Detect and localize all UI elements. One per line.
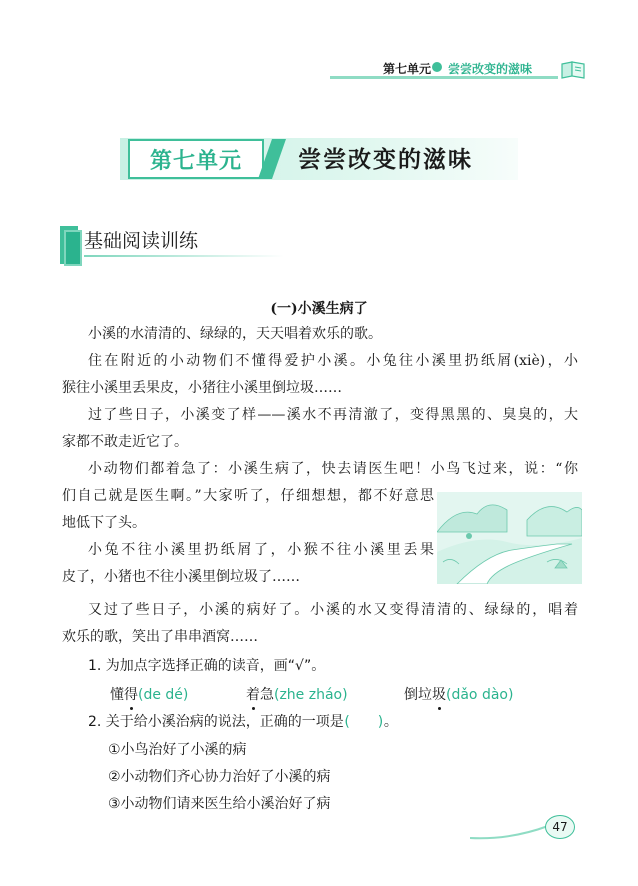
question-2 [88,712,398,732]
header-bullet-icon [432,62,442,72]
paragraph-line: 地低下了头。 [62,515,146,531]
q1-pinyin-choices[interactable]: (dǎo dào) [446,687,514,703]
paragraph-line: 小兔不往小溪里扔纸屑了，小猴不往小溪里丢果 [88,542,434,558]
story-title: (一)小溪生病了 [270,301,368,317]
question-1: 1. 为加点字选择正确的读音，画“√”。 [88,658,326,674]
paragraph-line: 们自己就是医生啊。”大家听了，仔细想想，都不好意思 [62,488,434,504]
header-divider [330,76,558,79]
q1-pinyin-choices[interactable]: (zhe zháo) [274,687,348,703]
q2-option-2[interactable]: ②小动物们齐心协力治好了小溪的病 [108,769,331,785]
q1-dotted-char: 得 [124,687,138,703]
q2-option-3[interactable]: ③小动物们请来医生给小溪治好了病 [108,796,331,812]
q1-dotted-char: 着 [246,687,260,703]
question-2-text: 2. 关于给小溪治病的说法，正确的一项是 [88,714,344,730]
paragraph-line: 猴往小溪里丢果皮，小猪往小溪里倒垃圾…… [62,380,342,396]
banner-slash-icon [258,139,286,179]
q1-word: 急 [260,687,274,703]
question-2-end: 。 [383,714,398,730]
banner-title: 尝尝改变的滋味 [298,146,473,173]
paragraph-line: 小溪的水清清的、绿绿的，天天唱着欢乐的歌。 [88,326,382,342]
q1-item-2 [246,685,348,705]
paragraph-line: 皮了，小猪也不往小溪里倒垃圾了…… [62,569,300,585]
paragraph-line: 欢乐的歌，笑出了串串酒窝…… [62,629,258,645]
banner-unit-label: 第七单元 [128,139,264,179]
q1-item-3 [404,685,513,705]
q2-option-1[interactable]: ①小鸟治好了小溪的病 [108,742,247,758]
book-icon [560,60,586,80]
section-underline [84,255,284,257]
header-unit-title: 尝尝改变的滋味 [448,62,533,76]
q1-word: 倒垃 [404,687,432,703]
q1-dotted-char: 圾 [432,687,446,703]
stream-illustration [437,492,582,584]
q1-item-1 [110,685,188,705]
header-unit-label: 第七单元 [383,62,432,76]
q1-pinyin-choices[interactable]: (de dé) [138,687,189,703]
paragraph-line: 住在附近的小动物们不懂得爱护小溪。小兔往小溪里扔纸屑(xiè)，小 [88,353,578,369]
section-title: 基础阅读训练 [84,230,199,252]
paragraph-line: 小动物们都着急了：小溪生病了，快去请医生吧！小鸟飞过来，说：“你 [88,461,578,477]
paragraph-line: 又过了些日子，小溪的病好了。小溪的水又变得清清的、绿绿的，唱着 [88,602,578,618]
page-number: 47 [545,815,575,839]
section-book-icon [58,224,84,268]
paragraph-line: 家都不敢走近它了。 [62,434,188,450]
answer-blank[interactable]: ( ) [344,714,384,730]
paragraph-line: 过了些日子，小溪变了样——溪水不再清澈了，变得黑黑的、臭臭的，大 [88,407,578,423]
page-swoosh-icon [470,818,550,842]
q1-word: 懂 [110,687,124,703]
